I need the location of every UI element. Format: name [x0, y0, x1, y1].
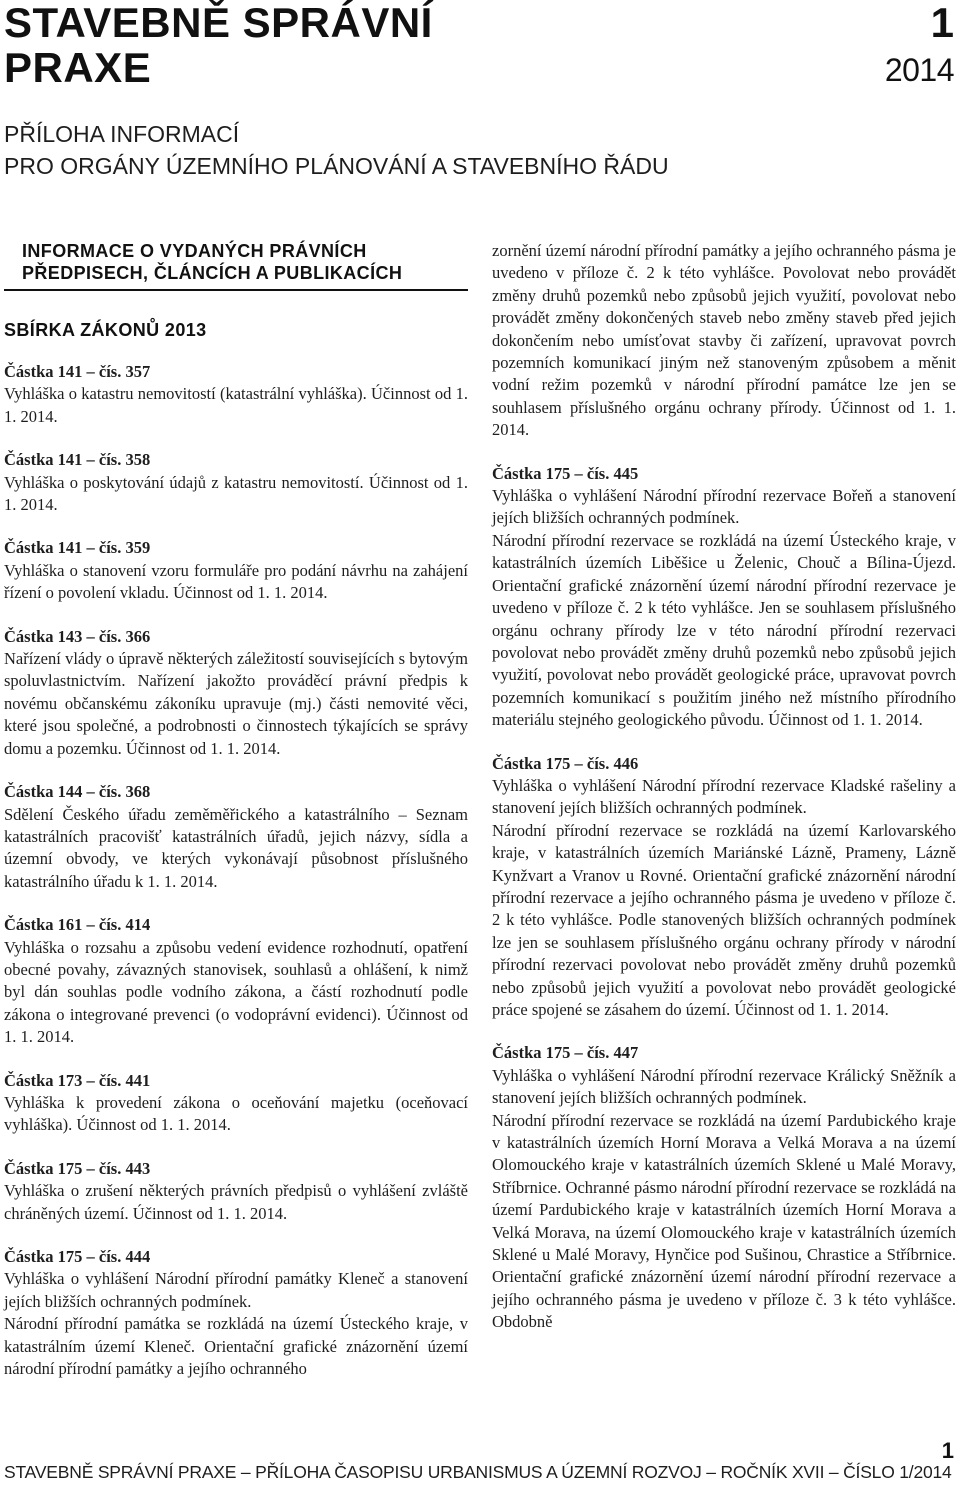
- issue-number: 1: [930, 0, 954, 46]
- legal-entry: [4, 626, 468, 760]
- supplement-subtitle-line1: PŘÍLOHA INFORMACÍ: [4, 121, 240, 147]
- page-footer: STAVEBNĚ SPRÁVNÍ PRAXE – PŘÍLOHA ČASOPISU URBANISMUS A ÚZEMNÍ ROZVOJ – ROČNÍK XVII – ČÍSLO 1/2014: [4, 1462, 952, 1482]
- entry-detail: Národní přírodní rezervace se rozkládá na území Karlovarského kraje, v katastrálních územích Mariánské Lázně, Prameny, Lázně Kynžvart a Vranov u Rovné. Orientační grafické znázornění národní přírodní rezervace a jejího ochranného pásma je uvedeno v příloze č. 2 k této vyhlášce. Podle stanovených bližších ochranných podmínek lze jen se souhlasem příslušného orgánu ochrany přírody v národní přírodní rezervaci povolovat nebo provádět změny druhů pozemků nebo způsobů jejich využití a povolovat nebo provádět geologické práce spojené se zásahem do území. Účinnost od 1. 1. 2014.: [492, 820, 956, 1019]
- entry-description: Vyhláška o vyhlášení Národní přírodní rezervace Kladské rašeliny a stanovení jejích bližších ochranných podmínek.: [492, 775, 956, 818]
- right-column: [492, 240, 956, 1355]
- section-heading-line2: PŘEDPISECH, ČLÁNCÍCH A PUBLIKACÍCH: [22, 263, 403, 283]
- publication-title-line2: PRAXE: [4, 44, 152, 91]
- legal-entry: [492, 1042, 956, 1333]
- entry-detail: Národní přírodní rezervace se rozkládá na území Ústeckého kraje, v katastrálních územích Liběšice u Želenic, Chouč a Bílina-Újezd. Orientační grafické znázornění území národní přírodní rezervace je uvedeno v příloze č. 2 k této vyhlášce. Jen se souhlasem příslušného orgánu ochrany přírody lze v této národní přírodní rezervaci povolovat nebo provádět změny druhů pozemků nebo způsobů jejich využití, povolovat nebo provádět geologické práce, upravovat povrch pozemních komunikací s použitím jiného než místního přírodního materiálu stejného geologického původu. Účinnost od 1. 1. 2014.: [492, 530, 956, 730]
- page-number: 1: [941, 1438, 954, 1463]
- entry-reference: Částka 141 – čís. 357: [4, 362, 151, 381]
- section-heading-line1: INFORMACE O VYDANÝCH PRÁVNÍCH: [22, 241, 367, 261]
- issue-year: 2014: [884, 52, 954, 88]
- entry-reference: Částka 175 – čís. 443: [4, 1158, 151, 1178]
- entry-description: Nařízení vlády o úpravě některých záležitostí souvisejících s bytovým spoluvlastnictvím. Nařízení jakožto prováděcí právní předpis k novému občanskému zákoníku upravuje (mj.) části nemovité věci, které jsou společné, a podrobnosti o činnostech týkajících se správy domu a pozemku. Účinnost od 1. 1. 2014.: [4, 649, 468, 758]
- entry-reference: Částka 141 – čís. 358: [4, 450, 151, 470]
- continued-text: zornění území národní přírodní památky a jejího ochranného pásma je uvedeno v příloze č. 2 k této vyhlášce. Povolovat nebo provádět změny druhů pozemků nebo způsobů jejich využití, povolovat nebo provádět změny dokončených staveb nebo změny staveb před jejich dokončením nebo umísťovat stavby či zařízení, upravovat povrch pozemních komunikací jiným než stanoveným způsobem a měnit vodní režim pozemků v národní přírodní památce lze jen se souhlasem příslušného orgánu ochrany přírody. Účinnost od 1. 1. 2014.: [492, 241, 956, 440]
- legal-entry: [4, 1070, 468, 1137]
- collection-heading: SBÍRKA ZÁKONŮ 2013: [4, 320, 207, 340]
- legal-entry: [4, 449, 468, 516]
- continued-text-body: pásma je uvedeno v příloze č. 2 k této vyhlášce. Povolovat nebo provádět změny druhů pozemků nebo způsobů jejich využití, povolovat nebo provádět změny dokončených staveb nebo změny staveb před jejich dokončením nebo umísťovat stavby či zařízení, upravovat povrch pozemních komunikací jiným než stanoveným způsobem a měnit vodní režim pozemků v národní přírodní památce lze jen se souhlasem příslušného orgánu ochrany přírody. Účinnost od 1. 1. 2014.: [492, 241, 956, 440]
- entry-description: Vyhláška o stanovení vzoru formuláře pro podání návrhu na zahájení řízení o povolení vkladu. Účinnost od 1. 1. 2014.: [4, 560, 468, 603]
- entry-description: Vyhláška o rozsahu a způsobu vedení evidence rozhodnutí, opatření obecné povahy, závazných stanovisek, souhlasů a ohlášení, k nimž byl dán souhlas podle vodního zákona, a částí rozhodnutí podle zákona o integrované prevenci (o vodoprávní evidenci). Účinnost od 1. 1. 2014.: [4, 937, 468, 1047]
- section-divider: [4, 289, 468, 291]
- supplement-subtitle-line2: PRO ORGÁNY ÚZEMNÍHO PLÁNOVÁNÍ A STAVEBNÍHO ŘÁDU: [4, 153, 669, 179]
- entry-description: Vyhláška o vyhlášení Národní přírodní rezervace Bořeň a stanovení jejích bližších ochranných podmínek.: [492, 486, 956, 528]
- entry-reference: Částka 141 – čís. 359: [4, 538, 151, 558]
- publication-title: [4, 0, 433, 90]
- entry-description: Vyhláška o zrušení některých právních předpisů o vyhlášení zvláště chráněných území. Účinnost od 1. 1. 2014.: [4, 1181, 468, 1223]
- entry-reference: Částka 144 – čís. 368: [4, 782, 151, 802]
- legal-entry: [4, 781, 468, 893]
- legal-entry: [492, 463, 956, 732]
- supplement-subtitle: [4, 118, 669, 182]
- entry-description: Vyhláška k provedení zákona o oceňování majetku (oceňovací vyhláška). Účinnost od 1. 1. 2014.: [4, 1092, 468, 1135]
- legal-entry: [4, 1246, 468, 1380]
- entry-reference: Částka 143 – čís. 366: [4, 626, 151, 646]
- legal-entry: [4, 914, 468, 1048]
- legal-entry: [492, 753, 956, 1022]
- publication-title-line1: STAVEBNĚ SPRÁVNÍ: [4, 0, 433, 46]
- entry-detail: Národní přírodní rezervace se rozkládá na území Pardubického kraje v katastrálních územích Horní Morava a Velká Morava a na území Olomouckého kraje v katastrálních územích Sklené u Malé Moravy, Stříbrnice. Ochranné pásmo národní přírodní rezervace se rozkládá na území Pardubického kraje v katastrálních územích Horní Morava a Velká Morava, na území Olomouckého kraje v katastrálních územích Sklené u Malé Moravy, Hynčice pod Sušinou, Chrastice a Stříbrnice. Orientační grafické znázornění území národní přírodní rezervace a jejího ochranného pásma je uvedeno v příloze č. 3 k této vyhlášce. Obdobně: [492, 1110, 956, 1332]
- entry-reference: Částka 161 – čís. 414: [4, 915, 151, 935]
- entry-reference: Částka 175 – čís. 445: [492, 463, 639, 483]
- entry-description: Vyhláška o vyhlášení Národní přírodní památky Kleneč a stanovení jejích bližších ochranných podmínek.: [4, 1269, 468, 1311]
- entry-description: Vyhláška o poskytování údajů z katastru nemovitostí. Účinnost od 1. 1. 2014.: [4, 472, 468, 515]
- entry-reference: Částka 175 – čís. 446: [492, 753, 639, 773]
- entry-description: Sdělení Českého úřadu zeměměřického a katastrálního – Seznam katastrálních pracovišť katastrálních úřadů, jejich názvy, sídla a územní obvody, ve kterých vykonávají působnost příslušného katastrálního úřadu k 1. 1. 2014.: [4, 804, 468, 891]
- entry-reference: Částka 175 – čís. 444: [4, 1247, 151, 1266]
- entry-detail: Národní přírodní památka se rozkládá na území Ústeckého kraje, v katastrálním území Kleneč. Orientační grafické znázornění území národní přírodní památky a jejího ochranného: [4, 1314, 468, 1379]
- entry-description: Vyhláška o vyhlášení Národní přírodní rezervace Králický Sněžník a stanovení jejích bližších ochranných podmínek.: [492, 1065, 956, 1108]
- legal-entry: [4, 1158, 468, 1225]
- entry-description: Vyhláška o katastru nemovitostí (katastrální vyhláška). Účinnost od 1. 1. 2014.: [4, 384, 468, 426]
- entry-reference: Částka 175 – čís. 447: [492, 1043, 639, 1063]
- left-column: [4, 240, 468, 1401]
- legal-entry: [4, 361, 468, 428]
- section-heading: [4, 240, 468, 284]
- legal-entry: [4, 537, 468, 604]
- entry-reference: Částka 173 – čís. 441: [4, 1070, 151, 1090]
